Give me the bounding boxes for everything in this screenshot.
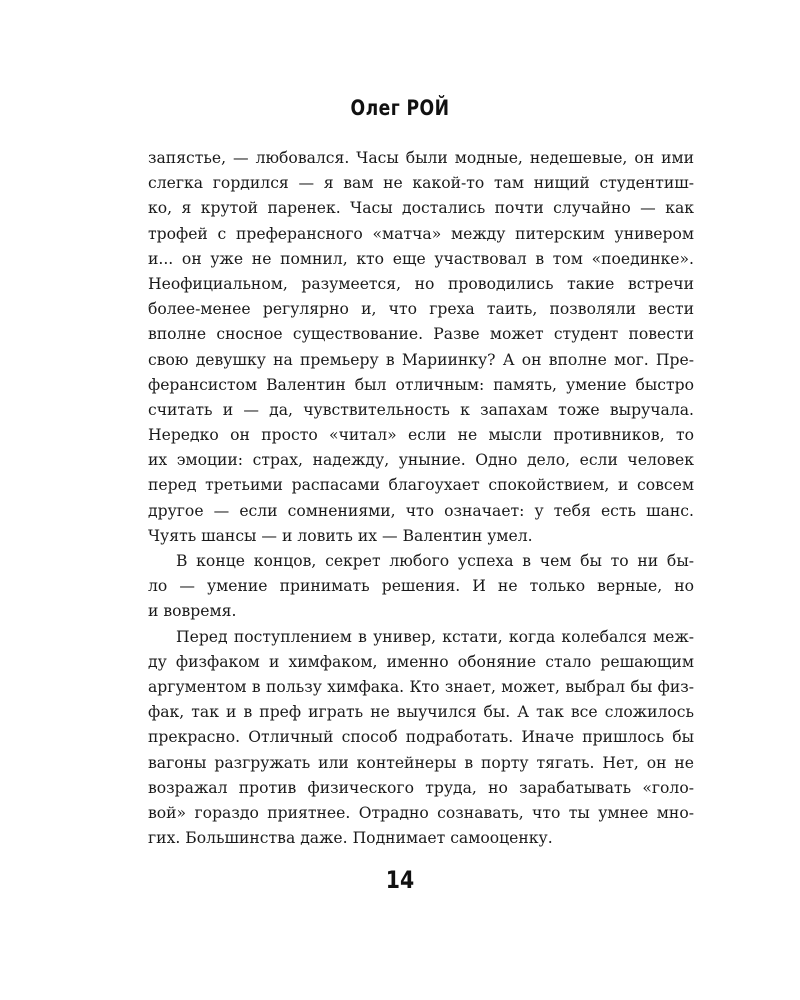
text-line: ло — умение принимать решения. И не только верные, но [148, 577, 694, 596]
text-line: возражал против физического труда, но зарабатывать «голо- [148, 778, 694, 797]
page-number: 14 [385, 866, 415, 894]
text-line: свою девушку на премьеру в Мариинку? А он вполне мог. Пре- [148, 350, 694, 369]
text-line: слегка гордился — я вам не какой-то там нищий студентиш- [148, 174, 694, 193]
text-line: В конце концов, секрет любого успеха в чем бы то ни бы- [176, 552, 694, 570]
text-line: гих. Большинства даже. Поднимает самооценку. [148, 829, 553, 848]
text-line: Чуять шансы — и ловить их — Валентин умел. [148, 526, 533, 545]
text-line: ферансистом Валентин был отличным: память, умение быстро [148, 375, 694, 394]
text-line: их эмоции: страх, надежду, уныние. Одно дело, если человек [148, 451, 694, 470]
text-line: вполне сносное существование. Разве может студент повести [148, 325, 694, 344]
text-line: фак, так и в преф играть не выучился бы. А так все сложилось [148, 703, 694, 722]
running-head-author: Олег РОЙ [350, 96, 450, 120]
text-line: перед третьими распасами благоухает спокойствием, и совсем [148, 476, 694, 495]
text-line: запястье, — любовался. Часы были модные, недешевые, он ими [148, 149, 694, 167]
text-line: трофей с преферансного «матча» между питерским универом [148, 224, 694, 243]
text-line: ду физфаком и химфаком, именно обоняние стало решающим [148, 652, 694, 671]
text-line: считать и — да, чувствительность к запахам тоже выручала. [148, 400, 694, 419]
text-line: вой» гораздо приятнее. Отрадно сознавать, что ты умнее мно- [148, 803, 694, 822]
text-line: Нередко он просто «читал» если не мысли противников, то [148, 426, 694, 445]
text-line: другое — если сомнениями, что означает: у тебя есть шанс. [148, 501, 694, 520]
text-line: Перед поступлением в универ, кстати, когда колебался меж- [176, 627, 694, 646]
text-line: прекрасно. Отличный способ подработать. Иначе пришлось бы [148, 728, 694, 747]
text-line: более-менее регулярно и, что греха таить, позволяли вести [148, 300, 694, 319]
text-line: вагоны разгружать или контейнеры в порту тягать. Нет, он не [148, 753, 694, 772]
text-line: Неофициальном, разумеется, но проводились такие встречи [148, 274, 694, 293]
text-line: аргументом в пользу химфака. Кто знает, может, выбрал бы физ- [148, 677, 694, 696]
body-text [148, 146, 694, 851]
text-line: и... он уже не помнил, кто еще участвовал в том «поединке». [148, 249, 694, 268]
text-line: ко, я крутой паренек. Часы достались почти случайно — как [148, 199, 694, 218]
text-line: и вовремя. [148, 602, 237, 621]
